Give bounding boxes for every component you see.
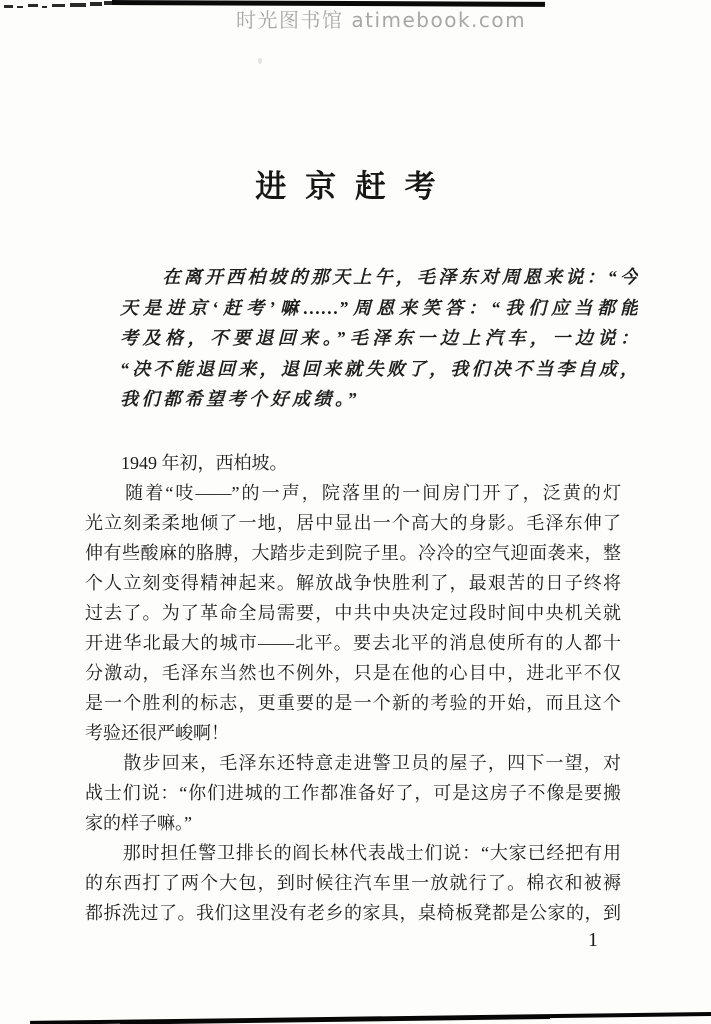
body-text-block bbox=[85, 448, 621, 928]
body-text-line: 是一个胜利的标志，更重要的是一个新的考验的开始，而且这个 bbox=[85, 693, 621, 713]
body-text-line: 伸有些酸麻的胳膊，大踏步走到院子里。冷冷的空气迎面袭来，整 bbox=[85, 543, 621, 563]
body-text-line: 过去了。为了革命全局需要，中共中央决定过段时间中央机关就 bbox=[85, 603, 621, 623]
scan-speck bbox=[4, 5, 13, 8]
scan-speck bbox=[52, 4, 65, 7]
body-text-line: 家的样子嘛。” bbox=[85, 813, 192, 833]
scan-speck bbox=[17, 6, 23, 8]
scan-speck bbox=[28, 4, 38, 7]
watermark-text: 时光图书馆 atimebook.com bbox=[236, 8, 527, 32]
body-text-line: 散步回来，毛泽东还特意走进警卫员的屋子，四下一望，对 bbox=[85, 753, 621, 773]
chapter-title: 进 京 赶 考 bbox=[255, 169, 440, 205]
body-text-line: 随着“吱——”的一声，院落里的一间房门开了，泛黄的灯 bbox=[85, 483, 621, 503]
body-text-line: 光立刻柔柔地倾了一地，居中显出一个高大的身影。毛泽东伸了 bbox=[85, 513, 621, 533]
quote-line: “决不能退回来，退回来就失败了，我们决不当李自成， bbox=[120, 358, 638, 379]
opening-quote-block bbox=[120, 262, 638, 415]
body-text-line: 考验还很严峻啊！ bbox=[85, 723, 229, 743]
scan-speck bbox=[258, 58, 262, 64]
page-number: 1 bbox=[588, 929, 598, 951]
quote-line: 天是进京‘赶考’嘛……”周恩来笑答：“我们应当都能 bbox=[120, 297, 638, 318]
quote-line: 考及格，不要退回来。”毛泽东一边上汽车，一边说： bbox=[120, 328, 638, 348]
scan-speck bbox=[104, 1, 112, 5]
scan-speck bbox=[42, 6, 47, 8]
scan-speck bbox=[90, 2, 102, 6]
body-text-line: 分激动，毛泽东当然也不例外，只是在他的心目中，进北平不仅 bbox=[85, 663, 621, 683]
quote-line: 我们都希望考个好成绩。” bbox=[120, 389, 360, 409]
body-text-line: 战士们说：“你们进城的工作都准备好了，可是这房子不像是要搬 bbox=[85, 783, 621, 803]
body-text-line: 1949 年初，西柏坡。 bbox=[85, 453, 288, 473]
quote-line: 在离开西柏坡的那天上午，毛泽东对周恩来说：“今 bbox=[120, 267, 638, 287]
body-text-line: 个人立刻变得精神起来。解放战争快胜利了，最艰苦的日子终将 bbox=[85, 573, 621, 593]
body-text-line: 的东西打了两个大包，到时候往汽车里一放就行了。棉衣和被褥 bbox=[85, 873, 621, 893]
scan-speck bbox=[70, 3, 86, 7]
body-text-line: 那时担任警卫排长的阎长林代表战士们说：“大家已经把有用 bbox=[85, 843, 621, 863]
body-text-line: 开进华北最大的城市——北平。要去北平的消息使所有的人都十 bbox=[85, 633, 621, 653]
body-text-line: 都拆洗过了。我们这里没有老乡的家具，桌椅板凳都是公家的，到 bbox=[85, 903, 621, 923]
